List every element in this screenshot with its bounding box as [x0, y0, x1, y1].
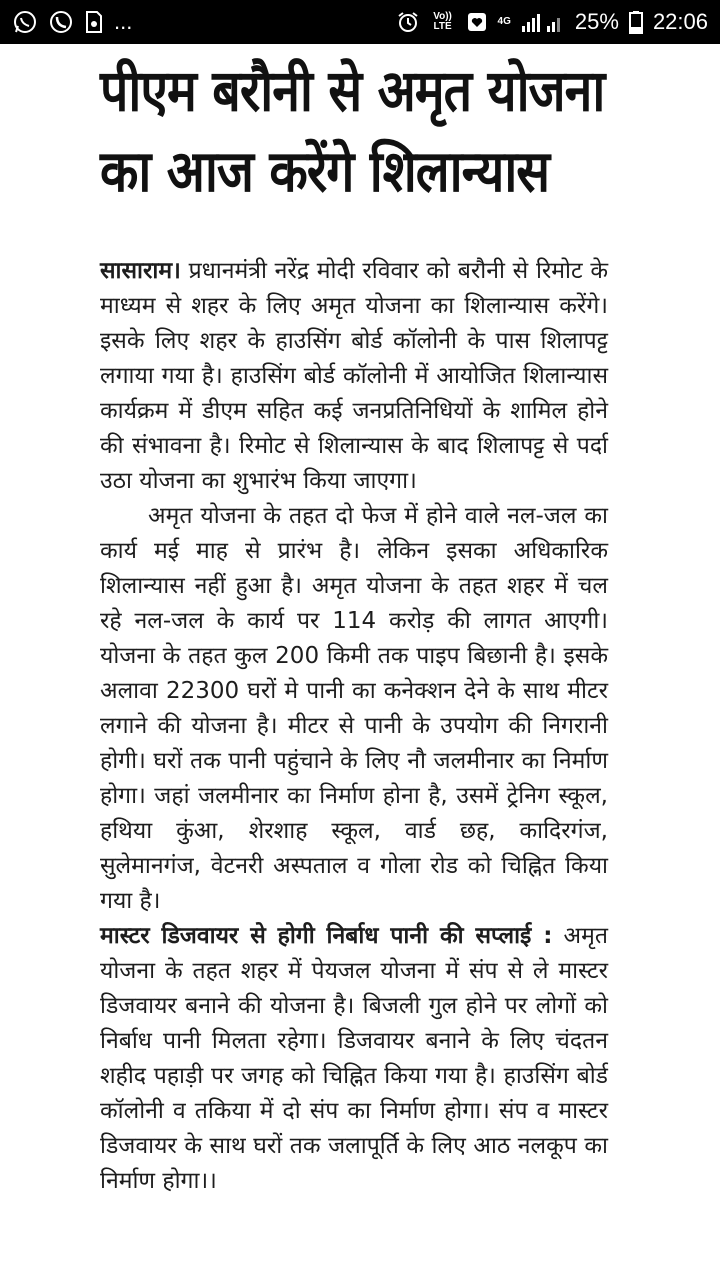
status-right [396, 9, 708, 35]
dateline: सासाराम। [100, 258, 181, 284]
status-left [12, 9, 132, 35]
notification-heart-icon [466, 11, 488, 33]
sim-settings-icon [84, 10, 104, 34]
headline-line-2: का आज करेंगे शिलान्यास [100, 138, 550, 205]
signal-bars-icon [521, 10, 565, 34]
article-body [100, 254, 608, 1199]
paragraph-2: अमृत योजना के तहत दो फेज में होने वाले नल-जल का कार्य मई माह से प्रारंभ है। लेकिन इसका अधिकारिक शिलान्यास नहीं हुआ है। अमृत योजना के तहत शहर में चल रहे नल-जल के कार्य पर 114 करोड़ की लागत आएगी। योजना के तहत कुल 200 किमी तक पाइप बिछानी है। इसके अलावा 22300 घरों मे पानी का कनेक्शन देने के साथ मीटर लगाने की योजना है। मीटर से पानी के उपयोग की निगरानी होगी। घरों तक पानी पहुंचाने के लिए नौ जलमीनार का निर्माण होगा। जहां जलमीनार का निर्माण होना है, उसमें ट्रेनिग स्कूल, हथिया कुंआ, शेरशाह स्कूल, वार्ड छह, कादिरगंज, सुलेमानगंज, वेटनरी अस्पताल व गोला रोड को चिह्नित किया गया है। [100, 503, 608, 914]
paragraph-1-text: प्रधानमंत्री नरेंद्र मोदी रविवार को बरौनी से रिमोट के माध्यम से शहर के लिए अमृत योजना का शिलान्यास करेंगे। इसके लिए शहर के हाउसिंग बोर्ड कॉलोनी के पास शिलापट्ट लगाया गया है। हाउसिंग बोर्ड कॉलोनी में आयोजित शिलान्यास कार्यक्रम में डीएम सहित कई जनप्रतिनिधियों के शामिल होने की संभावना है। रिमोट से शिलान्यास के बाद शिलापट्ट से पर्दा उठा योजना का शुभारंभ किया जाएगा। [100, 258, 608, 494]
paragraph-3 [100, 919, 608, 1199]
signal-4g-icon: 4G [497, 16, 511, 27]
phone-call-icon [48, 9, 74, 35]
whatsapp-icon [12, 9, 38, 35]
paragraph-1 [100, 254, 608, 499]
more-notifications: ... [114, 9, 133, 34]
alarm-icon [396, 10, 420, 34]
battery-percent: 25% [574, 9, 619, 34]
status-bar [0, 0, 720, 44]
news-article [0, 44, 720, 1194]
subheading: मास्टर डिजवायर से होगी निर्बाध पानी की सप्लाई : [100, 923, 553, 949]
volte-icon: Vo)) LTE [433, 11, 452, 32]
headline-line-1: पीएम बरौनी से अमृत योजना [100, 57, 605, 125]
battery-icon [629, 10, 643, 34]
clock: 22:06 [652, 9, 708, 34]
paragraph-3-text: अमृत योजना के तहत शहर में पेयजल योजना में संप से ले मास्टर डिजवायर बनाने की योजना है। बिजली गुल होने पर लोगों को निर्बाध पानी मिलता रहेगा। डिजवायर बनाने के लिए चंदतन शहीद पहाड़ी पर जगह को चिह्नित किया गया है। हाउसिंग बोर्ड कॉलोनी व तकिया में दो संप का निर्माण होगा। संप व मास्टर डिजवायर के साथ घरों तक जलापूर्ति के लिए आठ नलकूप का निर्माण होगा।। [100, 923, 608, 1194]
headline [0, 44, 720, 212]
